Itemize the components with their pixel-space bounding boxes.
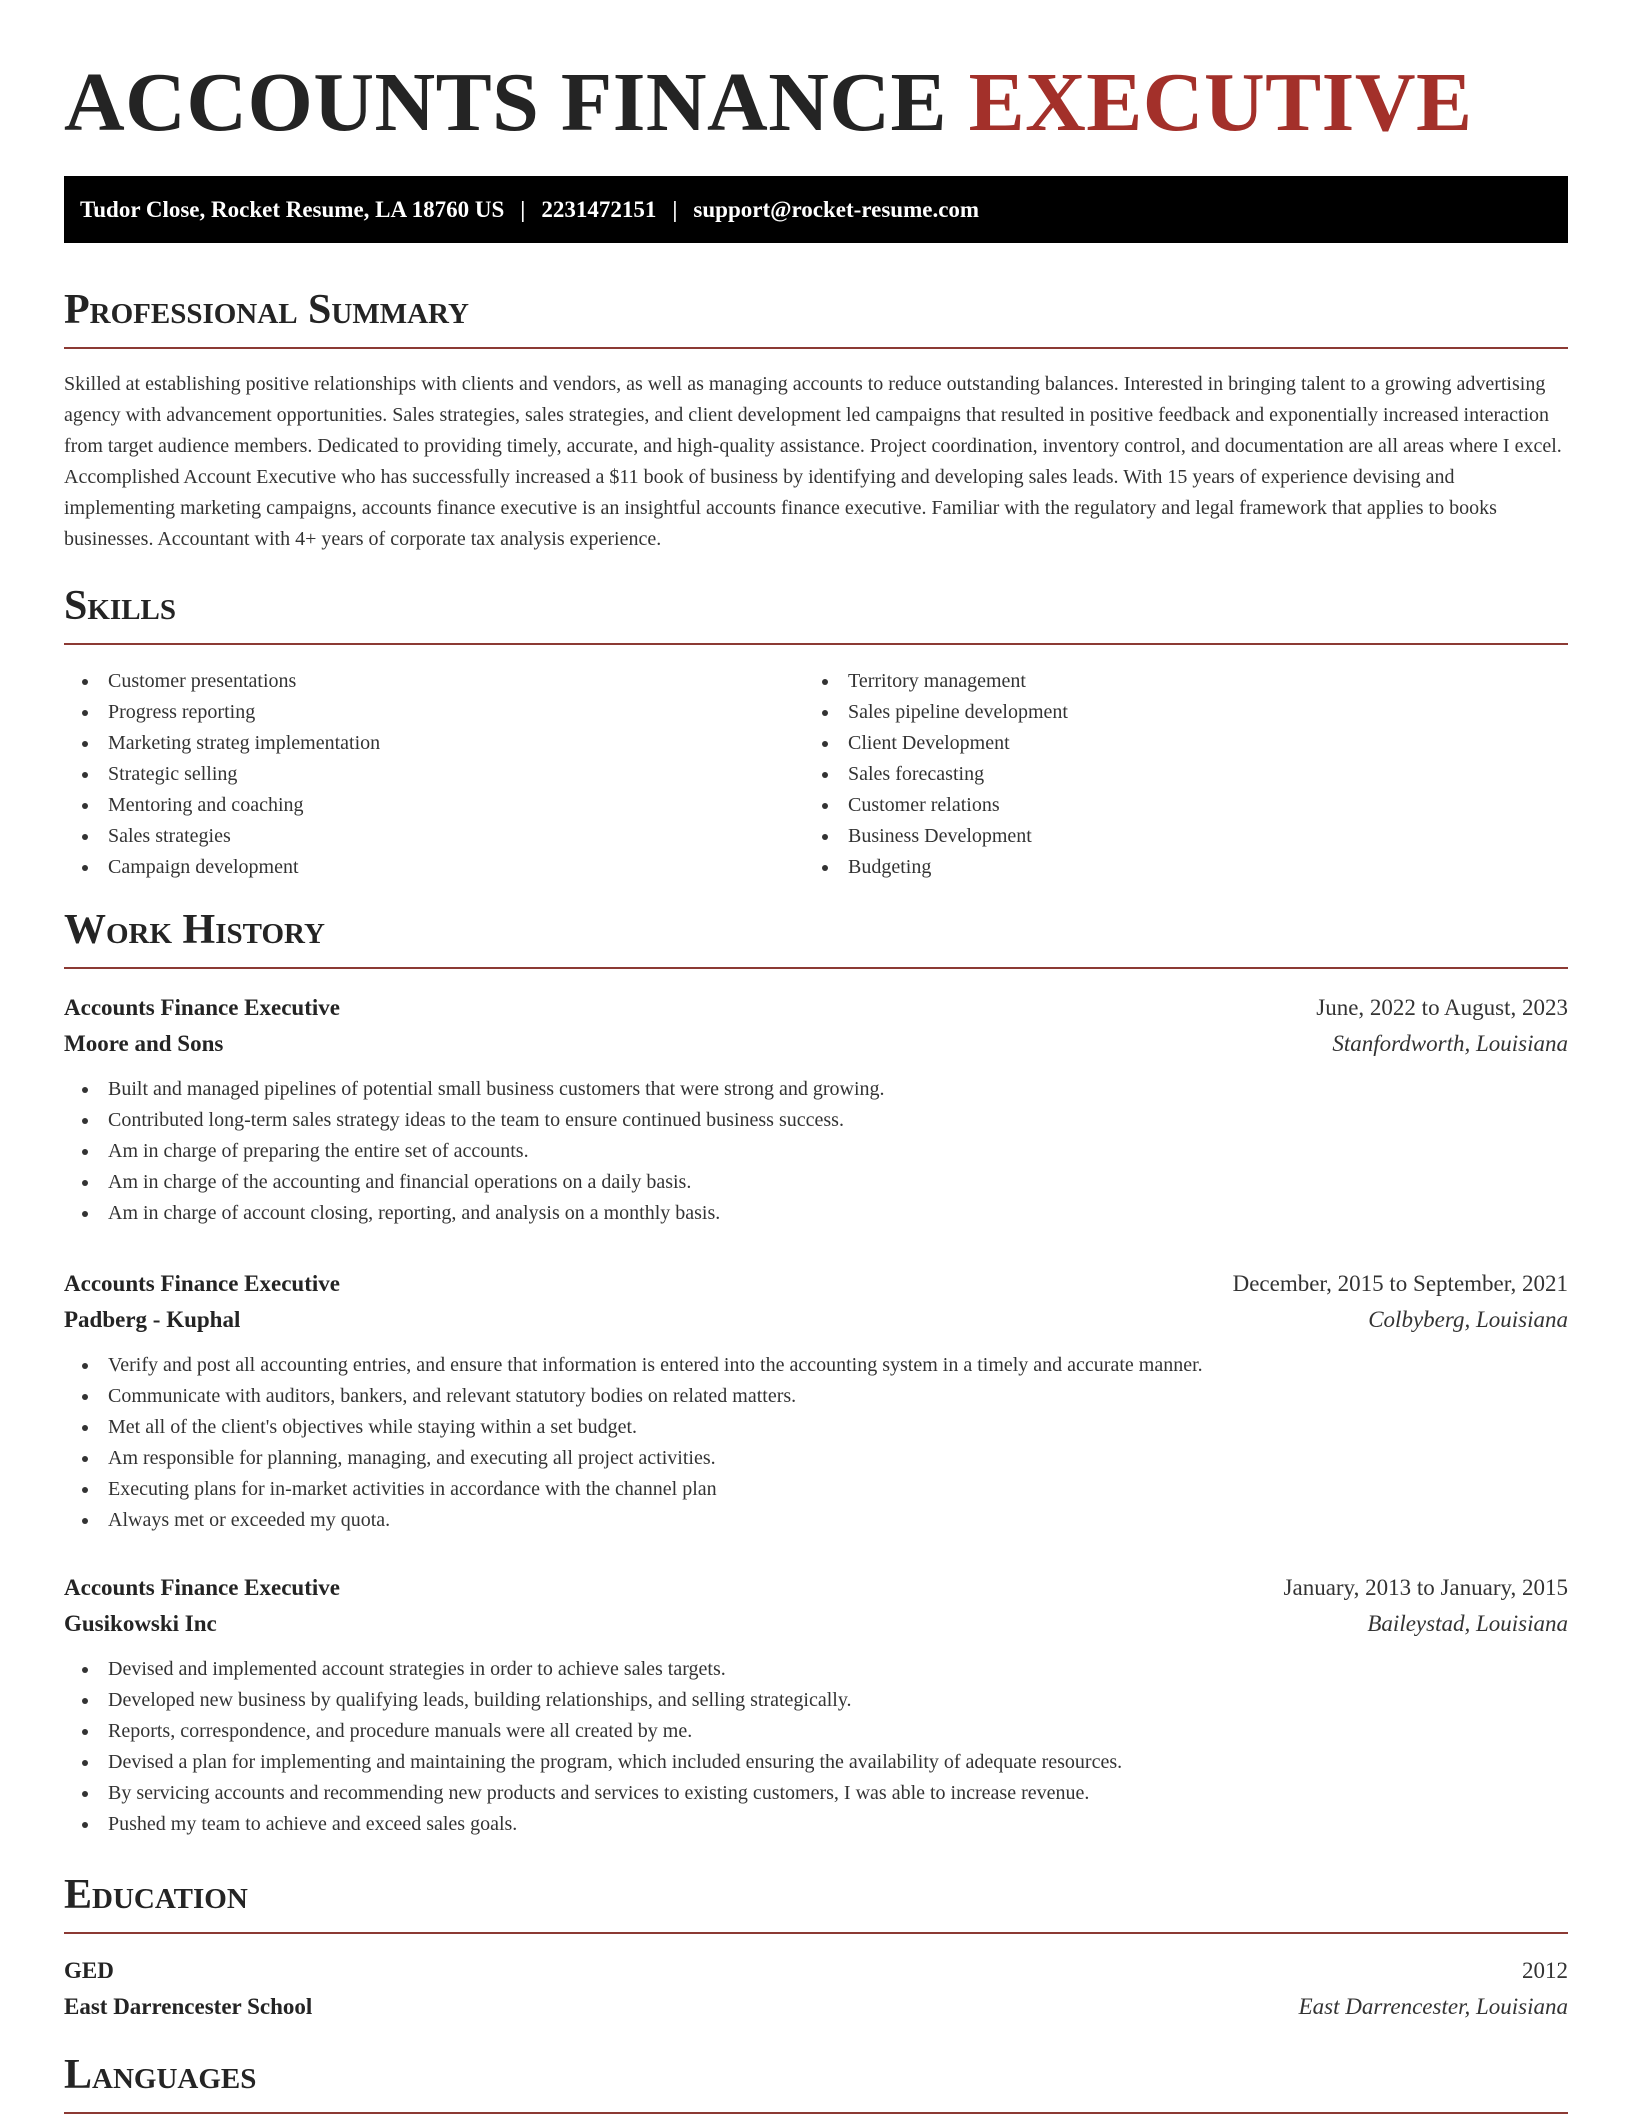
job-bullet: Am in charge of preparing the entire set of accounts. xyxy=(64,1136,1568,1167)
skill-item: Budgeting xyxy=(804,852,1544,883)
skills-list xyxy=(64,666,1568,883)
job-dates: June, 2022 to August, 2023 xyxy=(1316,995,1568,1020)
education-location: East Darrencester, Louisiana xyxy=(1298,1994,1568,2019)
job-title: Accounts Finance Executive xyxy=(64,1271,340,1296)
job-bullet: Reports, correspondence, and procedure manuals were all created by me. xyxy=(64,1716,1568,1747)
candidate-name xyxy=(64,58,1568,148)
name-main: ACCOUNTS FINANCE xyxy=(64,56,948,149)
job-bullet: Communicate with auditors, bankers, and relevant statutory bodies on related matters. xyxy=(64,1381,1568,1412)
contact-bar xyxy=(64,176,1568,243)
education-year: 2012 xyxy=(1522,1958,1568,1983)
summary-text: Skilled at establishing positive relationships with clients and vendors, as well as managing accounts to reduce outstanding balances. Interested in bringing talent to a growing advertising agency with advancement opportunities. Sales strategies, sales strategies, and client development led campaigns that resulted in positive feedback and exponentially increased interaction from target audience members. Dedicated to providing timely, accurate, and high-quality assistance. Project coordination, inventory control, and documentation are all areas where I excel. Accomplished Account Executive who has successfully increased a $11 book of business by identifying and developing sales leads. With 15 years of experience devising and implementing marketing campaigns, accounts finance executive is an insightful accounts finance executive. Familiar with the regulatory and legal framework that applies to books businesses. Accountant with 4+ years of corporate tax analysis experience. xyxy=(64,373,1562,550)
job-title: Accounts Finance Executive xyxy=(64,995,340,1020)
job-company: Padberg - Kuphal xyxy=(64,1307,241,1332)
education-entry xyxy=(64,1953,1568,2025)
contact-separator: | xyxy=(672,196,678,222)
skill-item: Marketing strateg implementation xyxy=(64,728,804,759)
job-dates: December, 2015 to September, 2021 xyxy=(1232,1271,1568,1296)
job-bullet: Am in charge of the accounting and financial operations on a daily basis. xyxy=(64,1167,1568,1198)
skill-item: Business Development xyxy=(804,821,1544,852)
job-bullet: Built and managed pipelines of potential small business customers that were strong and growing. xyxy=(64,1074,1568,1105)
contact-separator: | xyxy=(520,196,526,222)
skill-item: Client Development xyxy=(804,728,1544,759)
job-entry xyxy=(64,1570,1568,1840)
job-bullet: Devised and implemented account strategies in order to achieve sales targets. xyxy=(64,1654,1568,1685)
job-entry xyxy=(64,1266,1568,1536)
section-title-education: Education xyxy=(64,1872,1568,1934)
job-bullets xyxy=(64,1350,1568,1536)
skill-item: Mentoring and coaching xyxy=(64,790,804,821)
job-title: Accounts Finance Executive xyxy=(64,1575,340,1600)
job-bullet: Pushed my team to achieve and exceed sales goals. xyxy=(64,1809,1568,1840)
contact-address: Tudor Close, Rocket Resume, LA 18760 US xyxy=(80,196,505,222)
job-bullets xyxy=(64,1654,1568,1840)
skill-item: Sales strategies xyxy=(64,821,804,852)
job-bullet: Am in charge of account closing, reporting, and analysis on a monthly basis. xyxy=(64,1198,1568,1229)
job-location: Colbyberg, Louisiana xyxy=(1368,1307,1568,1332)
skill-item: Campaign development xyxy=(64,852,804,883)
job-bullet: Devised a plan for implementing and maintaining the program, which included ensuring the availability of adequate resources. xyxy=(64,1747,1568,1778)
skill-item: Customer presentations xyxy=(64,666,804,697)
job-location: Stanfordworth, Louisiana xyxy=(1332,1031,1568,1056)
contact-email[interactable]: support@rocket-resume.com xyxy=(693,196,980,222)
job-bullet: Always met or exceeded my quota. xyxy=(64,1505,1568,1536)
skills-column-right xyxy=(804,666,1544,883)
resume-page xyxy=(64,0,1568,2098)
section-title-work-history: Work History xyxy=(64,907,1568,969)
section-title-summary: Professional Summary xyxy=(64,287,1568,349)
skill-item: Sales forecasting xyxy=(804,759,1544,790)
job-bullet: Am responsible for planning, managing, and executing all project activities. xyxy=(64,1443,1568,1474)
education-degree: GED xyxy=(64,1958,114,1983)
skill-item: Sales pipeline development xyxy=(804,697,1544,728)
job-bullet: Executing plans for in-market activities in accordance with the channel plan xyxy=(64,1474,1568,1505)
job-entry xyxy=(64,990,1568,1229)
job-bullet: Developed new business by qualifying leads, building relationships, and selling strategically. xyxy=(64,1685,1568,1716)
education-school: East Darrencester School xyxy=(64,1994,313,2019)
skill-item: Customer relations xyxy=(804,790,1544,821)
job-company: Moore and Sons xyxy=(64,1031,224,1056)
job-dates: January, 2013 to January, 2015 xyxy=(1283,1575,1568,1600)
skill-item: Progress reporting xyxy=(64,697,804,728)
skill-item: Territory management xyxy=(804,666,1544,697)
job-company: Gusikowski Inc xyxy=(64,1611,217,1636)
skills-column-left xyxy=(64,666,804,883)
job-location: Baileystad, Louisiana xyxy=(1367,1611,1568,1636)
job-bullet: By servicing accounts and recommending new products and services to existing customers, I was able to increase revenue. xyxy=(64,1778,1568,1809)
job-bullet: Verify and post all accounting entries, and ensure that information is entered into the accounting system in a timely and accurate manner. xyxy=(64,1350,1568,1381)
job-bullet: Contributed long-term sales strategy ideas to the team to ensure continued business success. xyxy=(64,1105,1568,1136)
name-accent: EXECUTIVE xyxy=(968,56,1473,149)
section-title-languages: Languages xyxy=(64,2052,1568,2114)
contact-phone[interactable]: 2231472151 xyxy=(541,196,657,222)
job-bullet: Met all of the client's objectives while staying within a set budget. xyxy=(64,1412,1568,1443)
job-bullets xyxy=(64,1074,1568,1229)
section-title-skills: Skills xyxy=(64,583,1568,645)
skill-item: Strategic selling xyxy=(64,759,804,790)
